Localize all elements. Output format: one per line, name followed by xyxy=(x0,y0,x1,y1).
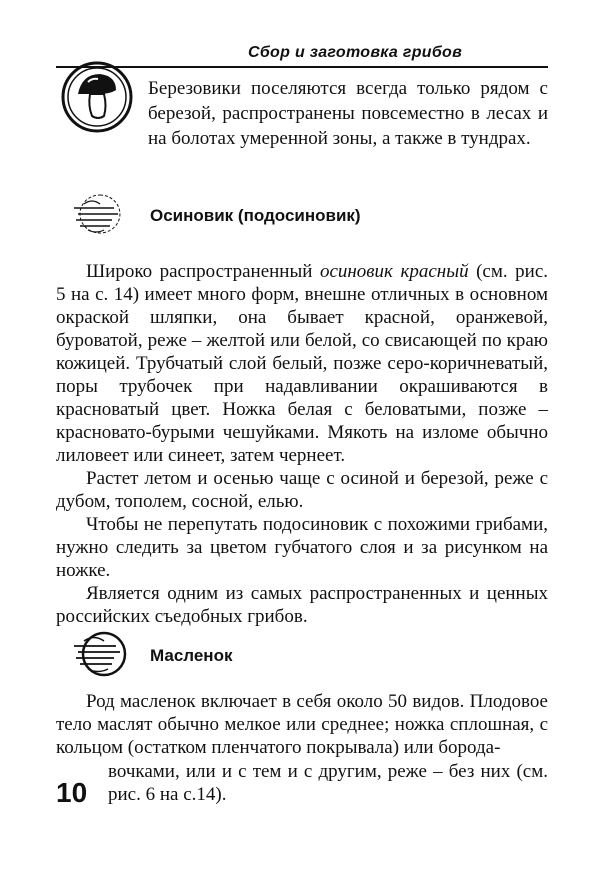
page-number: 10 xyxy=(56,777,88,808)
species-name: осиновик красный xyxy=(319,261,469,282)
recipe-icon xyxy=(70,192,130,236)
mushroom-icon xyxy=(60,60,134,134)
running-header: Сбор и заготовка грибов xyxy=(248,44,463,61)
intro-text: Березовики поселяются всегда только рядом с березой, распространены повсеместно в лесах и на болотах умеренной зоны, а также в тундрах. xyxy=(148,78,548,149)
paragraph xyxy=(56,260,548,467)
paragraph-text: Широко распространенный xyxy=(86,261,320,282)
paragraph: Чтобы не перепутать подосиновик с похожими грибами, нужно следить за цветом губчатого слоя и за рисунком на ножке. xyxy=(56,514,548,581)
paragraph: Род масленок включает в себя около 50 видов. Плодовое тело маслят обычно мелкое или среднее; ножка сплошная, с кольцом (остатком пленчатого покрывала) или борода- xyxy=(56,691,548,758)
intro-paragraph xyxy=(148,76,548,151)
paragraph: Растет летом и осенью чаще с осиной и березой, реже с дубом, тополем, сосной, елью. xyxy=(56,468,548,512)
recipe-icon xyxy=(70,630,130,678)
section-osinovik-body xyxy=(56,260,548,628)
paragraph: Является одним из самых распространенных и ценных российских съедобных грибов. xyxy=(56,583,548,627)
section-maslenok-body xyxy=(56,690,548,759)
paragraph: вочками, или и с тем и с другим, реже – без них (см. рис. 6 на с.14). xyxy=(108,761,548,805)
section-maslenok-continuation xyxy=(108,760,548,806)
section-title-maslenok: Масленок xyxy=(150,646,233,665)
section-title-osinovik: Осиновик (подосиновик) xyxy=(150,206,361,225)
paragraph-text: (см. рис. 5 на с. 14) имеет много форм, внешне отличных в основном окраской шляпки, она бывает красной, оранжевой, буроватой, реже – желтой или белой, со свисающей по краю кожицей. Трубчатый слой белый, позже серо-коричневатый, поры трубочек при надавливании окрашиваются в красноватый цвет. Ножка белая с беловатыми, позже – красновато-бурыми чешуйками. Мякоть на изломе обычно лиловеет или синеет, затем чернеет. xyxy=(56,261,549,466)
